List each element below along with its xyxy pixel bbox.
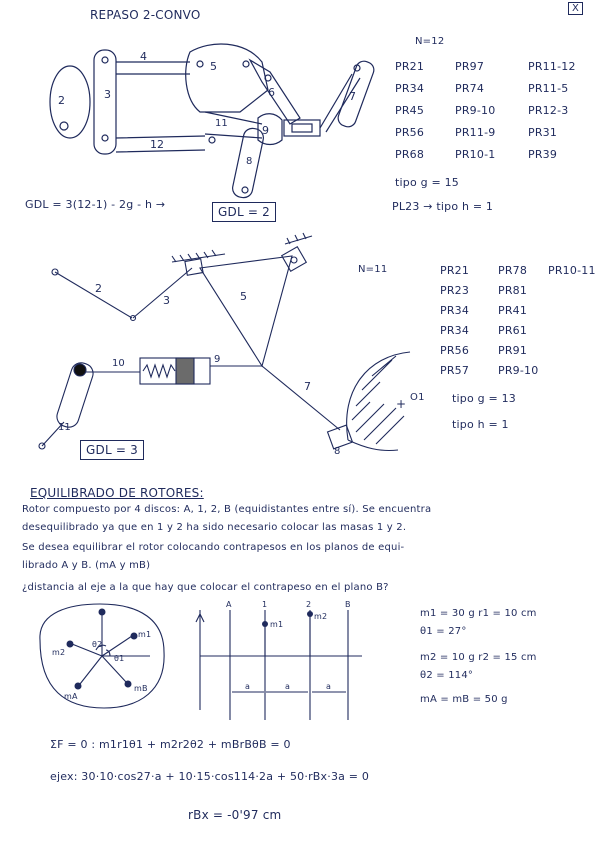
disc-label-mB: mB — [134, 684, 148, 693]
mech2-o-label: O1 — [410, 392, 425, 403]
shaft-label-2: 2 — [306, 600, 312, 609]
mech2-gdl-result: GDL = 3 — [80, 440, 144, 460]
mech1-pl-line: PL23 → tipo h = 1 — [392, 200, 494, 213]
svg-text:11: 11 — [215, 118, 228, 129]
svg-text:3: 3 — [104, 88, 111, 101]
list-item: PR56 — [395, 126, 425, 139]
list-item: PR23 — [440, 284, 470, 297]
list-item: PR34 — [440, 304, 470, 317]
list-item: PR11-5 — [528, 82, 569, 95]
svg-text:9: 9 — [214, 354, 221, 365]
given-line: θ2 = 114° — [420, 670, 474, 681]
svg-text:3: 3 — [163, 294, 170, 307]
list-item: PR12-3 — [528, 104, 569, 117]
svg-text:+: + — [396, 397, 407, 411]
list-item: PR81 — [498, 284, 528, 297]
disc-label-m2: m2 — [52, 648, 66, 657]
svg-text:10: 10 — [112, 358, 125, 369]
svg-text:8: 8 — [334, 446, 341, 457]
list-item: PR11-12 — [528, 60, 576, 73]
svg-text:7: 7 — [349, 90, 356, 103]
statement-line: Rotor compuesto por 4 discos: A, 1, 2, B (equidistantes entre sí). Se encuentra — [22, 504, 432, 515]
svg-text:12: 12 — [150, 138, 164, 151]
given-line: θ1 = 27° — [420, 626, 467, 637]
svg-text:9: 9 — [262, 124, 269, 137]
mech1-tipo-g: tipo g = 15 — [395, 176, 459, 189]
list-item: PR21 — [395, 60, 425, 73]
list-item: PR45 — [395, 104, 425, 117]
shaft-label-a: a — [326, 682, 332, 691]
shaft-label-1: 1 — [262, 600, 268, 609]
given-line: mA = mB = 50 g — [420, 694, 508, 705]
shaft-label-A: A — [226, 600, 232, 609]
disc-label-theta2: θ2 — [92, 640, 103, 649]
statement-line: ¿distancia al eje a la que hay que colocar el contrapeso en el plano B? — [22, 582, 389, 593]
statement-line: librado A y B. (mA y mB) — [22, 560, 151, 571]
balancing-section-title: EQUILIBRADO DE ROTORES: — [30, 486, 204, 500]
given-line: m2 = 10 g r2 = 15 cm — [420, 652, 537, 663]
list-item: PR21 — [440, 264, 470, 277]
shaft-label-B: B — [345, 600, 351, 609]
mech1-gdl-formula: GDL = 3(12-1) - 2g - h → — [25, 198, 166, 211]
list-item: PR57 — [440, 364, 470, 377]
list-item: PR56 — [440, 344, 470, 357]
list-item: PR9-10 — [498, 364, 539, 377]
shaft-label-a: a — [285, 682, 291, 691]
svg-text:5: 5 — [240, 290, 247, 303]
mech2-tipo-h: tipo h = 1 — [452, 418, 509, 431]
equation-force-balance: ΣF = 0 : m1r1θ1 + m2r2θ2 + mBrBθB = 0 — [50, 738, 291, 751]
shaft-label-a: a — [245, 682, 251, 691]
list-item: PR34 — [440, 324, 470, 337]
svg-text:6: 6 — [268, 86, 275, 99]
svg-text:2: 2 — [58, 94, 65, 107]
list-item: PR74 — [455, 82, 485, 95]
statement-line: Se desea equilibrar el rotor colocando contrapesos en los planos de equi- — [22, 542, 405, 553]
given-line: m1 = 30 g r1 = 10 cm — [420, 608, 537, 619]
list-item: PR31 — [528, 126, 558, 139]
statement-line: desequilibrado ya que en 1 y 2 ha sido necesario colocar las masas 1 y 2. — [22, 522, 407, 533]
mech2-tipo-g: tipo g = 13 — [452, 392, 516, 405]
list-item: PR39 — [528, 148, 558, 161]
list-item: PR11-9 — [455, 126, 496, 139]
disc-label-theta1: θ1 — [114, 654, 125, 663]
list-item: PR34 — [395, 82, 425, 95]
equation-x-axis: ejex: 30·10·cos27·a + 10·15·cos114·2a + 50·rBx·3a = 0 — [50, 770, 370, 783]
mech1-n-count: N=12 — [415, 36, 445, 47]
list-item: PR68 — [395, 148, 425, 161]
svg-text:7: 7 — [304, 380, 311, 393]
list-item: PR91 — [498, 344, 528, 357]
mech1-gdl-result: GDL = 2 — [212, 202, 276, 222]
list-item: PR61 — [498, 324, 528, 337]
list-item: PR9-10 — [455, 104, 496, 117]
svg-text:11: 11 — [58, 422, 71, 433]
page-title: REPASO 2-CONVO — [90, 8, 201, 22]
svg-text:5: 5 — [210, 60, 217, 73]
disc-label-m1: m1 — [138, 630, 152, 639]
mech2-pairs-col3: PR10-11 — [548, 264, 596, 277]
mech2-n-count: N=11 — [358, 264, 388, 275]
page-number-box: X — [568, 2, 583, 15]
disc-label-mA: mA — [64, 692, 78, 701]
list-item: PR78 — [498, 264, 528, 277]
list-item: PR41 — [498, 304, 528, 317]
svg-text:2: 2 — [95, 282, 102, 295]
shaft-label-m1: m1 — [270, 620, 284, 629]
list-item: PR97 — [455, 60, 485, 73]
shaft-label-m2: m2 — [314, 612, 328, 621]
svg-text:8: 8 — [246, 156, 253, 167]
list-item: PR10-1 — [455, 148, 496, 161]
result-rBx: rBx = -0'97 cm — [188, 808, 282, 822]
svg-text:4: 4 — [140, 50, 147, 63]
